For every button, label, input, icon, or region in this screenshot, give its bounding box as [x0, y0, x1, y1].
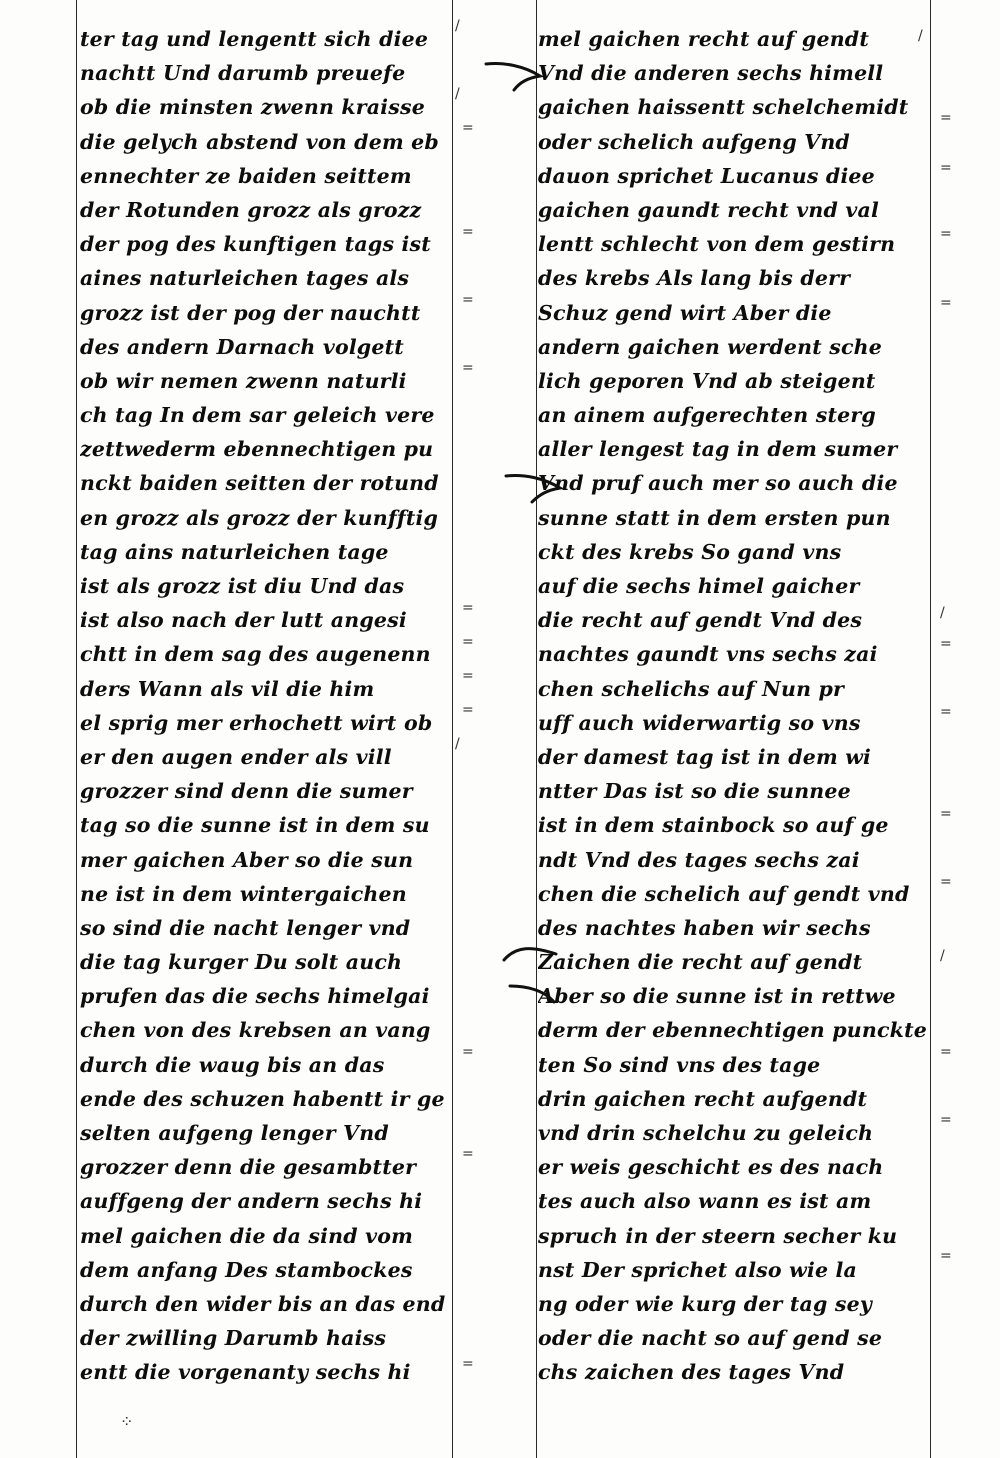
manuscript-line: aller lengest tag in dem sumer	[538, 437, 898, 462]
manuscript-line: der zwilling Darumb haiss	[80, 1326, 387, 1351]
margin-equals-mark: =	[462, 600, 474, 616]
margin-equals-mark: =	[462, 1044, 474, 1060]
manuscript-line: die tag kurger Du solt auch	[80, 950, 403, 975]
manuscript-line: tag so die sunne ist in dem su	[80, 813, 430, 838]
ink-speck: ⁘	[120, 1412, 134, 1431]
margin-stroke-mark: /	[455, 736, 460, 752]
manuscript-line: nachtes gaundt vns sechs zai	[538, 642, 878, 667]
scribal-flourish	[484, 56, 544, 96]
manuscript-line: en grozz als grozz der kunfftig	[80, 505, 439, 530]
margin-equals-mark: =	[462, 668, 474, 684]
manuscript-line: an ainem aufgerechten sterg	[538, 403, 876, 428]
manuscript-line: durch den wider bis an das end	[80, 1291, 446, 1316]
manuscript-line: chen die schelich auf gendt vnd	[538, 881, 910, 906]
manuscript-line: Zaichen die recht auf gendt	[538, 950, 863, 975]
manuscript-line: er weis geschicht es des nach	[538, 1155, 884, 1180]
manuscript-line: ch tag In dem sar geleich vere	[80, 403, 435, 428]
manuscript-line: ob die minsten zwenn kraisse	[80, 95, 426, 120]
manuscript-line: ne ist in dem wintergaichen	[80, 881, 407, 906]
manuscript-line: der Rotunden grozz als grozz	[80, 197, 422, 222]
manuscript-line: uff auch widerwartig so vns	[538, 710, 861, 735]
manuscript-line: so sind die nacht lenger vnd	[80, 915, 411, 940]
manuscript-line: mel gaichen recht auf gendt	[538, 27, 869, 51]
manuscript-line: er den augen ender als vill	[80, 744, 392, 769]
margin-stroke-mark: /	[940, 948, 945, 964]
margin-equals-mark: =	[462, 360, 474, 376]
manuscript-line: auffgeng der andern sechs hi	[80, 1189, 423, 1214]
manuscript-line: Vnd pruf auch mer so auch die	[538, 471, 898, 496]
manuscript-line: Aber so die sunne ist in rettwe	[538, 984, 896, 1009]
margin-equals-mark: =	[940, 1044, 952, 1060]
manuscript-line: ist als grozz ist diu Und das	[80, 574, 405, 598]
margin-equals-mark: =	[940, 704, 952, 720]
manuscript-line: spruch in der steern secher ku	[538, 1223, 898, 1248]
margin-stroke-mark: /	[918, 28, 923, 44]
manuscript-line: auf die sechs himel gaicher	[538, 574, 860, 598]
margin-equals-mark: =	[462, 634, 474, 650]
manuscript-line: nckt baiden seitten der rotund	[80, 471, 439, 496]
manuscript-line: der damest tag ist in dem wi	[538, 744, 872, 769]
margin-equals-mark: =	[462, 292, 474, 308]
manuscript-line: grozzer denn die gesambtter	[80, 1155, 417, 1180]
manuscript-line: der pog des kunftigen tags ist	[80, 232, 431, 257]
manuscript-line: aines naturleichen tages als	[80, 266, 410, 291]
manuscript-line: ten So sind vns des tage	[538, 1052, 821, 1077]
manuscript-line: lich geporen Vnd ab steigent	[538, 368, 876, 393]
margin-equals-mark: =	[462, 224, 474, 240]
manuscript-line: gaichen haissentt schelchemidt	[538, 95, 909, 120]
margin-equals-mark: =	[940, 1112, 952, 1128]
manuscript-line: oder die nacht so auf gend se	[538, 1326, 883, 1351]
manuscript-line: mel gaichen die da sind vom	[80, 1223, 413, 1248]
margin-stroke-mark: /	[940, 605, 945, 621]
manuscript-line: ng oder wie kurg der tag sey	[538, 1291, 872, 1316]
manuscript-line: drin gaichen recht aufgendt	[538, 1086, 868, 1111]
manuscript-line: die recht auf gendt Vnd des	[538, 608, 863, 633]
manuscript-line: chtt in dem sag des augenenn	[80, 642, 431, 667]
manuscript-line: nachtt Und darumb preuefe	[80, 61, 406, 86]
margin-equals-mark: =	[940, 160, 952, 176]
right-text-column	[538, 22, 933, 1390]
manuscript-line: ders Wann als vil die him	[80, 676, 375, 701]
manuscript-line: ndt Vnd des tages sechs zai	[538, 847, 860, 872]
left-outer-ruling	[76, 0, 77, 1458]
manuscript-line: ntter Das ist so die sunnee	[538, 779, 851, 804]
manuscript-line: ist in dem stainbock so auf ge	[538, 813, 889, 838]
margin-equals-mark: =	[462, 702, 474, 718]
manuscript-line: ist also nach der lutt angesi	[80, 608, 407, 633]
manuscript-line: dauon sprichet Lucanus diee	[538, 163, 875, 188]
right-outer-ruling	[536, 0, 537, 1458]
manuscript-line: andern gaichen werdent sche	[538, 334, 883, 359]
manuscript-line: tag ains naturleichen tage	[80, 539, 389, 564]
manuscript-line: chs zaichen des tages Vnd	[538, 1360, 845, 1385]
manuscript-line: ende des schuzen habentt ir ge	[80, 1086, 445, 1111]
margin-equals-mark: =	[940, 806, 952, 822]
margin-equals-mark: =	[940, 636, 952, 652]
manuscript-line: chen von des krebsen an vang	[80, 1018, 431, 1043]
manuscript-line: zettwederm ebennechtigen pu	[80, 437, 434, 462]
margin-equals-mark: =	[462, 1146, 474, 1162]
margin-equals-mark: =	[940, 226, 952, 242]
manuscript-line: chen schelichs auf Nun pr	[538, 676, 845, 701]
margin-stroke-mark: /	[455, 18, 460, 34]
manuscript-line: entt die vorgenanty sechs hi	[80, 1360, 411, 1385]
manuscript-line: tes auch also wann es ist am	[538, 1189, 872, 1214]
manuscript-line: selten aufgeng lenger Vnd	[80, 1121, 389, 1145]
manuscript-line: dem anfang Des stambockes	[80, 1257, 413, 1282]
margin-stroke-mark: /	[455, 86, 460, 102]
manuscript-line: prufen das die sechs himelgai	[80, 984, 430, 1009]
manuscript-line: el sprig mer erhochett wirt ob	[80, 710, 433, 735]
manuscript-line: gaichen gaundt recht vnd val	[538, 197, 879, 222]
manuscript-line: ob wir nemen zwenn naturli	[80, 368, 407, 393]
manuscript-line: sunne statt in dem ersten pun	[538, 505, 891, 530]
manuscript-line: grozz ist der pog der nauchtt	[80, 300, 421, 325]
margin-equals-mark: =	[940, 874, 952, 890]
manuscript-line: vnd drin schelchu zu geleich	[538, 1121, 874, 1145]
scribal-flourish	[508, 980, 558, 1010]
margin-equals-mark: =	[940, 110, 952, 126]
margin-equals-mark: =	[462, 120, 474, 136]
manuscript-line: die gelych abstend von dem eb	[80, 129, 439, 154]
scribal-flourish	[500, 940, 560, 970]
manuscript-line: durch die waug bis an das	[80, 1052, 385, 1077]
manuscript-line: oder schelich aufgeng Vnd	[538, 129, 850, 154]
margin-equals-mark: =	[462, 1356, 474, 1372]
manuscript-line: grozzer sind denn die sumer	[80, 779, 413, 804]
manuscript-line: Vnd die anderen sechs himell	[538, 61, 884, 86]
manuscript-line: des andern Darnach volgett	[80, 334, 404, 359]
scribal-flourish	[504, 466, 564, 506]
manuscript-line: ckt des krebs So gand vns	[538, 539, 842, 564]
left-text-column	[80, 22, 460, 1390]
manuscript-line: derm der ebennechtigen punckte	[538, 1018, 927, 1043]
manuscript-line: ennechter ze baiden seittem	[80, 163, 412, 188]
margin-equals-mark: =	[940, 1248, 952, 1264]
manuscript-line: mer gaichen Aber so die sun	[80, 847, 414, 872]
margin-equals-mark: =	[940, 295, 952, 311]
manuscript-line: lentt schlecht von dem gestirn	[538, 232, 896, 257]
manuscript-line: nst Der sprichet also wie la	[538, 1257, 858, 1282]
manuscript-line: Schuz gend wirt Aber die	[538, 300, 832, 325]
manuscript-line: des krebs Als lang bis derr	[538, 266, 851, 291]
manuscript-line: des nachtes haben wir sechs	[538, 915, 871, 940]
manuscript-line: ter tag und lengentt sich diee	[80, 27, 429, 51]
